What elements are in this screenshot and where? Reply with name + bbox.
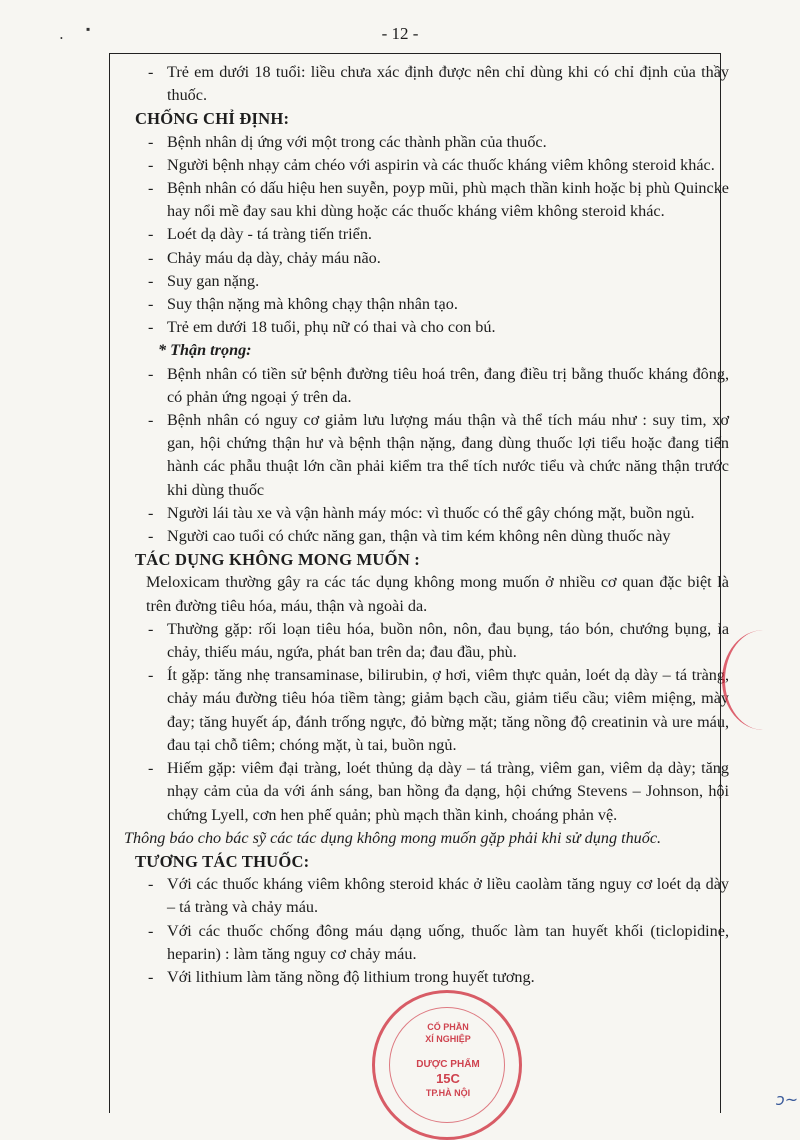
list-item: - Hiếm gặp: viêm đại tràng, loét thủng dạ dày – tá tràng, viêm gan, viêm dạ dày; tăng nhạy cảm của da với ánh sáng, ban hồng đa dạng, hội chứng Stevens – Johnson, hội chứng Lyell, cơn hen phế quản; phù mạch thần kinh, choáng phản vệ. — [146, 757, 729, 827]
list-item: - Suy gan nặng. — [146, 270, 729, 293]
list-item: - Với các thuốc kháng viêm không steroid khác ở liều caolàm tăng nguy cơ loét dạ dày – tá tràng và chảy máu. — [146, 873, 729, 919]
stamp-text: CỔ PHẦN — [427, 1022, 469, 1032]
list-item: - Bệnh nhân có dấu hiệu hen suyễn, poyp mũi, phù mạch thần kinh hoặc bị phù Quincke hay nổi mề đay sau khi dùng hoặc các thuốc kháng viêm không steroid khác. — [146, 177, 729, 223]
stamp-text: 15C — [436, 1071, 460, 1086]
list-item: - Bệnh nhân có tiền sử bệnh đường tiêu hoá trên, đang điều trị bằng thuốc kháng đông, có phản ứng ngoại ý trên da. — [146, 363, 729, 409]
precautions-heading: * Thận trọng: — [158, 341, 252, 360]
list-item: - Loét dạ dày - tá tràng tiến triển. — [146, 223, 729, 246]
side-effects-note: Thông báo cho bác sỹ các tác dụng không mong muốn gặp phải khi sử dụng thuốc. — [124, 828, 662, 847]
list-item: - Ít gặp: tăng nhẹ transaminase, bilirubin, ợ hơi, viêm thực quản, loét dạ dày – tá tràng, chảy máu đường tiêu hóa tiềm tàng; giảm bạch cầu, giảm tiểu cầu; viêm miệng, mày đay; tăng huyết áp, đánh trống ngực, đỏ bừng mặt; tăng nồng độ creatinin và ure máu, đau tại chỗ tiêm; chóng mặt, ù tai, buồn ngủ. — [146, 664, 729, 757]
interactions-heading: TƯƠNG TÁC THUỐC: — [135, 851, 310, 871]
page-number: - 12 - — [381, 24, 419, 43]
list-item: - Thường gặp: rối loạn tiêu hóa, buồn nôn, nôn, đau bụng, táo bón, chướng bụng, ỉa chảy, thiếu máu, ngứa, phát ban trên da; đau đầu, phù. — [146, 618, 729, 664]
list-item: - Bệnh nhân dị ứng với một trong các thành phần của thuốc. — [146, 131, 729, 154]
scan-speck: • — [60, 34, 63, 43]
list-item: - Người cao tuổi có chức năng gan, thận và tim kém không nên dùng thuốc này — [146, 525, 729, 548]
list-item: - Người bệnh nhạy cảm chéo với aspirin và các thuốc kháng viêm không steroid khác. — [146, 154, 729, 177]
contraindications-heading: CHỐNG CHỈ ĐỊNH: — [135, 109, 290, 129]
list-item: - Với các thuốc chống đông máu dạng uống, thuốc làm tan huyết khối (ticlopidine, heparin) : làm tăng nguy cơ chảy máu. — [146, 920, 729, 966]
stamp-text: XÍ NGHIỆP — [425, 1034, 471, 1044]
side-effects-intro: Meloxicam thường gây ra các tác dụng không mong muốn ở nhiều cơ quan đặc biệt là trên đường tiêu hóa, máu, thận và ngoài da. — [146, 573, 729, 615]
list-item: - Với lithium làm tăng nồng độ lithium trong huyết tương. — [146, 966, 729, 989]
partial-stamp-mark — [722, 630, 800, 730]
list-item: - Suy thận nặng mà không chạy thận nhân tạo. — [146, 293, 729, 316]
stamp-text: DƯỢC PHẨM — [416, 1059, 480, 1070]
list-item: - Chảy máu dạ dày, chảy máu não. — [146, 247, 729, 270]
side-effects-heading: TÁC DỤNG KHÔNG MONG MUỐN : — [135, 550, 420, 570]
list-item: - Trẻ em dưới 18 tuổi, phụ nữ có thai và cho con bú. — [146, 316, 729, 339]
list-item: - Người lái tàu xe và vận hành máy móc: vì thuốc có thể gây chóng mặt, buồn ngủ. — [146, 502, 729, 525]
list-item: - Bệnh nhân có nguy cơ giảm lưu lượng máu thận và thể tích máu như : suy tim, xơ gan, hội chứng thận hư và bệnh thận nặng, đang dùng thuốc lợi tiểu hoặc đang tiến hành các phẫu thuật lớn cần phải kiểm tra thể tích nước tiểu và chức năng thận trước khi dùng thuốc — [146, 409, 729, 502]
stamp-text: TP.HÀ NỘI — [425, 1088, 471, 1098]
scan-speck: ▪ — [86, 22, 91, 36]
handwritten-mark: ↄ~ — [776, 1090, 799, 1109]
intro-bullet: - Trẻ em dưới 18 tuổi: liều chưa xác định được nên chỉ dùng khi có chỉ định của thầy thuốc. — [146, 61, 729, 107]
document-body — [124, 61, 729, 989]
